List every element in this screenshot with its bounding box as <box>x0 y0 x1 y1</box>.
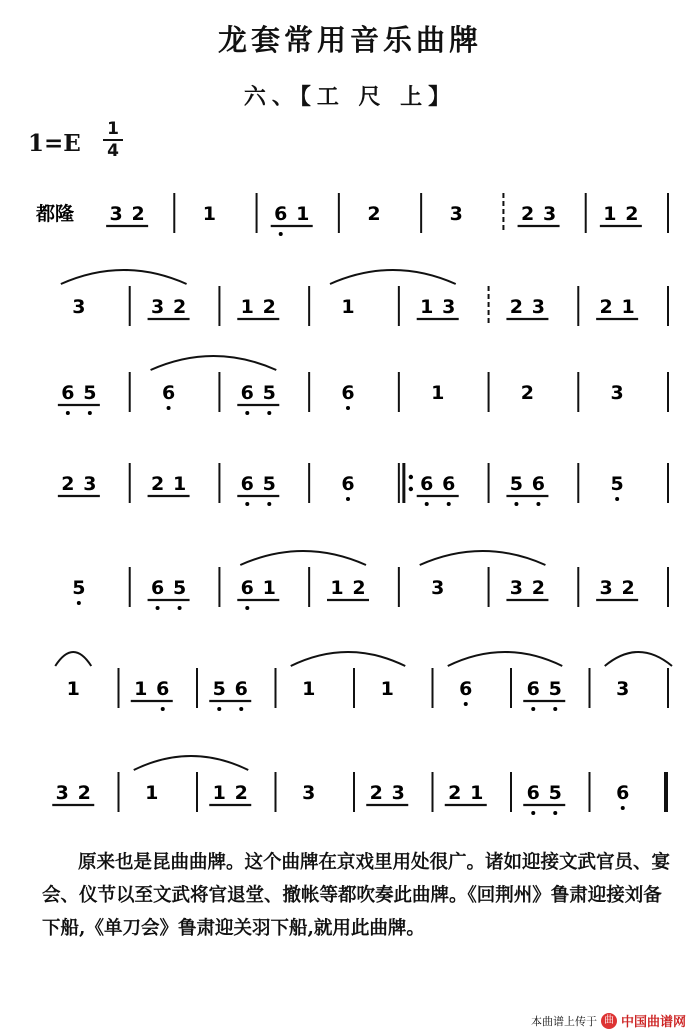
octave-dot-below <box>621 806 625 810</box>
slur-arc <box>151 356 277 370</box>
footer-text: 本曲谱上传于 <box>530 1014 597 1028</box>
note-digit: 1 <box>202 203 217 225</box>
note-digit: 3 <box>72 296 86 318</box>
note-digit: 1 <box>296 203 310 225</box>
note-digit: 3 <box>449 203 463 225</box>
note-digit: 1 <box>431 382 445 404</box>
octave-dot-below <box>167 406 171 410</box>
note-digit: 2 <box>61 473 75 495</box>
note-digit: 5 <box>262 382 276 404</box>
note-digit: 6 <box>526 782 540 804</box>
note-digit: 3 <box>509 577 524 599</box>
note-digit: 2 <box>448 782 462 804</box>
octave-dot-below <box>464 702 468 706</box>
note-digit: 2 <box>509 296 524 318</box>
octave-dot-below <box>514 502 518 506</box>
note-digit: 2 <box>262 296 276 318</box>
slur-arc <box>240 551 366 565</box>
note-digit: 2 <box>531 577 546 599</box>
slur-arc <box>134 756 249 770</box>
note-digit: 1 <box>172 473 187 495</box>
octave-dot-below <box>245 502 249 506</box>
note-digit: 3 <box>610 382 624 404</box>
note-digit: 3 <box>431 577 445 599</box>
octave-dot-below <box>66 411 70 415</box>
note-digit: 1 <box>240 296 254 318</box>
note-digit: 1 <box>420 296 434 318</box>
note-digit: 6 <box>526 678 540 700</box>
repeat-dot <box>409 475 413 479</box>
note-digit: 6 <box>459 678 473 700</box>
note-digit: 1 <box>262 577 276 599</box>
note-digit: 2 <box>520 203 535 225</box>
note-digit: 1 <box>66 678 80 700</box>
octave-dot-below <box>536 502 540 506</box>
repeat-dot <box>409 487 413 491</box>
note-digit: 1 <box>302 678 316 700</box>
note-digit: 5 <box>72 577 86 599</box>
page-subtitle: 六、【工 尺 上】 <box>243 85 457 110</box>
note-digit: 1 <box>603 203 617 225</box>
lead-in-text: 都隆 <box>36 203 75 225</box>
slur-arc <box>420 551 546 565</box>
description-text: 原来也是昆曲曲牌。这个曲牌在京戏里用处很广。诸如迎接文武官员、宴会、仪节以至文武将官退堂、撤帐等都吹奏此曲牌。《回荆州》鲁肃迎接刘备下船,《单刀会》鲁肃迎关羽下船,就用此曲牌。 <box>42 852 671 939</box>
note-digit: 6 <box>161 382 176 404</box>
note-digit: 6 <box>240 382 254 404</box>
octave-dot-below <box>447 502 451 506</box>
note-digit: 3 <box>599 577 613 599</box>
note-digit: 6 <box>240 473 254 495</box>
octave-dot-below <box>279 232 283 236</box>
note-digit: 6 <box>240 577 254 599</box>
note-digit: 5 <box>262 473 276 495</box>
note-digit: 5 <box>83 382 97 404</box>
slur-arc <box>291 652 406 666</box>
note-digit: 2 <box>369 782 383 804</box>
slur-arc <box>330 270 456 284</box>
time-denominator: 4 <box>107 141 119 161</box>
slur-arc <box>61 270 187 284</box>
octave-dot-below <box>267 502 271 506</box>
note-digit: 1 <box>341 296 355 318</box>
note-digit: 3 <box>150 296 165 318</box>
slur-arc <box>448 652 563 666</box>
note-digit: 1 <box>380 678 394 700</box>
octave-dot-below <box>615 497 619 501</box>
note-digit: 3 <box>616 678 630 700</box>
slur-arc <box>605 652 672 666</box>
octave-dot-below <box>346 497 350 501</box>
note-digit: 2 <box>77 782 91 804</box>
note-digit: 5 <box>548 782 562 804</box>
octave-dot-below <box>346 406 350 410</box>
note-digit: 1 <box>470 782 484 804</box>
note-digit: 1 <box>145 782 159 804</box>
note-digit: 2 <box>172 296 187 318</box>
octave-dot-below <box>88 411 92 415</box>
note-digit: 6 <box>61 382 75 404</box>
octave-dot-below <box>245 411 249 415</box>
note-digit: 5 <box>610 473 624 495</box>
note-digit: 1 <box>134 678 148 700</box>
note-digit: 1 <box>621 296 635 318</box>
octave-dot-below <box>217 707 221 711</box>
note-digit: 6 <box>234 678 248 700</box>
note-digit: 6 <box>341 473 355 495</box>
note-digit: 6 <box>341 382 355 404</box>
octave-dot-below <box>239 707 243 711</box>
slur-arc <box>55 652 91 666</box>
page-title: 龙套常用音乐曲牌 <box>217 23 482 57</box>
octave-dot-below <box>178 606 182 610</box>
note-digit: 3 <box>55 782 69 804</box>
note-digit: 2 <box>352 577 366 599</box>
footer-site-link[interactable]: 中国曲谱网 <box>620 1015 686 1030</box>
note-digit: 2 <box>599 296 613 318</box>
note-digit: 6 <box>150 577 165 599</box>
note-digit: 2 <box>520 382 535 404</box>
note-digit: 2 <box>131 203 145 225</box>
note-digit: 2 <box>625 203 639 225</box>
octave-dot-below <box>531 707 535 711</box>
footer-credit <box>531 1011 686 1030</box>
note-digit: 2 <box>367 203 381 225</box>
octave-dot-below <box>425 502 429 506</box>
note-digit: 6 <box>442 473 456 495</box>
note-digit: 3 <box>83 473 97 495</box>
note-digit: 6 <box>531 473 546 495</box>
octave-dot-below <box>553 707 557 711</box>
note-digit: 2 <box>234 782 248 804</box>
note-digit: 5 <box>548 678 562 700</box>
note-digit: 6 <box>420 473 434 495</box>
octave-dot-below <box>531 811 535 815</box>
octave-dot-below <box>161 707 165 711</box>
octave-dot-below <box>267 411 271 415</box>
description-paragraph <box>42 846 674 945</box>
note-digit: 3 <box>109 203 123 225</box>
note-digit: 6 <box>156 678 170 700</box>
octave-dot-below <box>245 606 249 610</box>
time-numerator: 1 <box>107 119 119 139</box>
note-digit: 6 <box>274 203 288 225</box>
note-digit: 3 <box>542 203 557 225</box>
note-digit: 1 <box>330 577 344 599</box>
key-signature: 1=E <box>28 130 81 157</box>
note-digit: 2 <box>621 577 635 599</box>
note-digit: 1 <box>212 782 226 804</box>
note-digit: 2 <box>150 473 165 495</box>
site-logo-icon: 曲 <box>601 1013 617 1029</box>
note-digit: 3 <box>391 782 405 804</box>
note-digit: 5 <box>509 473 524 495</box>
octave-dot-below <box>553 811 557 815</box>
note-digit: 6 <box>616 782 630 804</box>
octave-dot-below <box>77 601 81 605</box>
note-digit: 5 <box>172 577 187 599</box>
note-digit: 5 <box>212 678 226 700</box>
note-digit: 3 <box>302 782 316 804</box>
octave-dot-below <box>156 606 160 610</box>
note-digit: 3 <box>442 296 456 318</box>
note-digit: 3 <box>531 296 546 318</box>
